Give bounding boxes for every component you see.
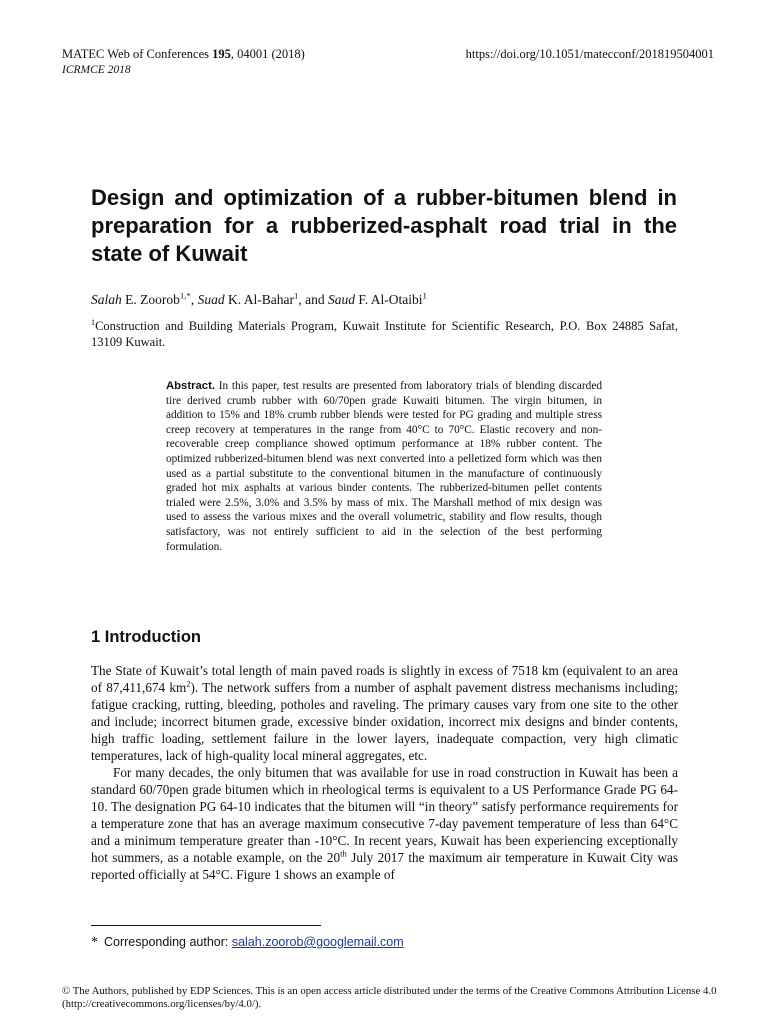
header-row (62, 47, 714, 62)
author-2: Suad K. Al-Bahar$^1$ (197, 290, 299, 307)
body-text (91, 662, 678, 883)
footnote-divider (91, 925, 321, 926)
abstract-label: Abstract. (166, 380, 215, 392)
journal-volume: 195 (212, 47, 231, 61)
author-list: Salah E. Zoorob$^{1,*}$, Suad K. Al-Bahar$^1$, and Saud F. Al-Otaibi$^1$ (91, 290, 427, 307)
author-1: Salah E. Zoorob$^{1,*}$ (91, 290, 191, 307)
email-link[interactable]: salah.zoorob@googlemail.com (231, 935, 404, 949)
conference-name: ICRMCE 2018 (62, 64, 131, 76)
affiliation: $^1$Construction and Building Materials Program, Kuwait Institute for Scientific Research, P.O. Box 24885 Safat, 13109 Kuwait. (91, 317, 678, 349)
page-header (62, 47, 714, 76)
doi-link[interactable]: https://doi.org/10.1051/matecconf/201819504001 (465, 47, 714, 61)
paragraph: The State of Kuwait’s total length of main paved roads is slightly in excess of 7518 km (equivalent to an area of 87,411,674 $km^2$). The network suffers from a number of asphalt pavement distress mechanisms including; fatigue cracking, rutting, bleeding, potholes and raveling. The primary causes vary from one site to the other and include; incorrect bitumen grade, excessive binder oxidation, incorrect mix designs and binder contents, high traffic loading, settlement failure in the lower layers, inadequate compaction, very high climatic temperatures, lack of high-quality local mineral aggregates, etc. (91, 663, 678, 763)
paragraph: For many decades, the only bitumen that was available for use in road construction in Kuwait has been a standard 60/70pen grade bitumen which in rheological terms is equivalent to a US Performance Grade PG 64-10. The designation PG 64-10 indicates that the bitumen will “in theory” satisfy performance requirements for a temperature zone that has an average maximum consecutive 7-day pavement temperature of less than 64°C and a minimum temperature greater than -10°C. In recent years, Kuwait has been experiencing exceptionally hot summers, as a notable example, on the 20th July 2017 the maximum air temperature in Kuwait City was reported officially at 54°C. Figure 1 shows an example of (91, 765, 678, 882)
footnote (91, 935, 404, 951)
footnote-marker: * (91, 935, 98, 950)
copyright-notice: © The Authors, published by EDP Sciences. This is an open access article distributed under the terms of the Creative Commons Attribution License 4.0 (http://creativecommons.org/licenses/by/4.0/). (62, 985, 717, 1010)
journal-citation: MATEC Web of Conferences 195, 04001 (2018) (62, 47, 305, 61)
footnote-label: Corresponding author: (104, 935, 232, 949)
section-heading: 1 Introduction (91, 628, 201, 646)
paper-title: Design and optimization of a rubber-bitumen blend in preparation for a rubberized-asphalt road trial in the state of Kuwait (91, 185, 677, 266)
abstract (166, 379, 602, 554)
abstract-text: In this paper, test results are presented from laboratory trials of blending discarded tire derived crumb rubber with 60/70pen grade Kuwaiti bitumen. The virgin bitumen, in addition to 15% and 18% crumb rubber blends were tested for PG grading and multiple stress creep recovery at temperatures in the range from 40°C to 70°C. Elastic recovery and non-recoverable creep compliance showed optimum performance at 18% rubber content. The optimized rubberized-bitumen blend was next converted into a pelletized form which was then used as a partial substitute to the conventional bitumen in the manufacture of continuously graded hot mix asphalts at various binder contents. The rubberized-bitumen pellet contents trialed were 2.5%, 3.0% and 3.5% by mass of mix. The Marshall method of mix design was used to assess the various mixes and the overall volumetric, stability and flow results, though satisfactory, was not entirely sufficient to aid in the selection of the best performing formulation. (166, 380, 602, 553)
author-3: Saud F. Al-Otaibi$^1$ (327, 290, 427, 307)
